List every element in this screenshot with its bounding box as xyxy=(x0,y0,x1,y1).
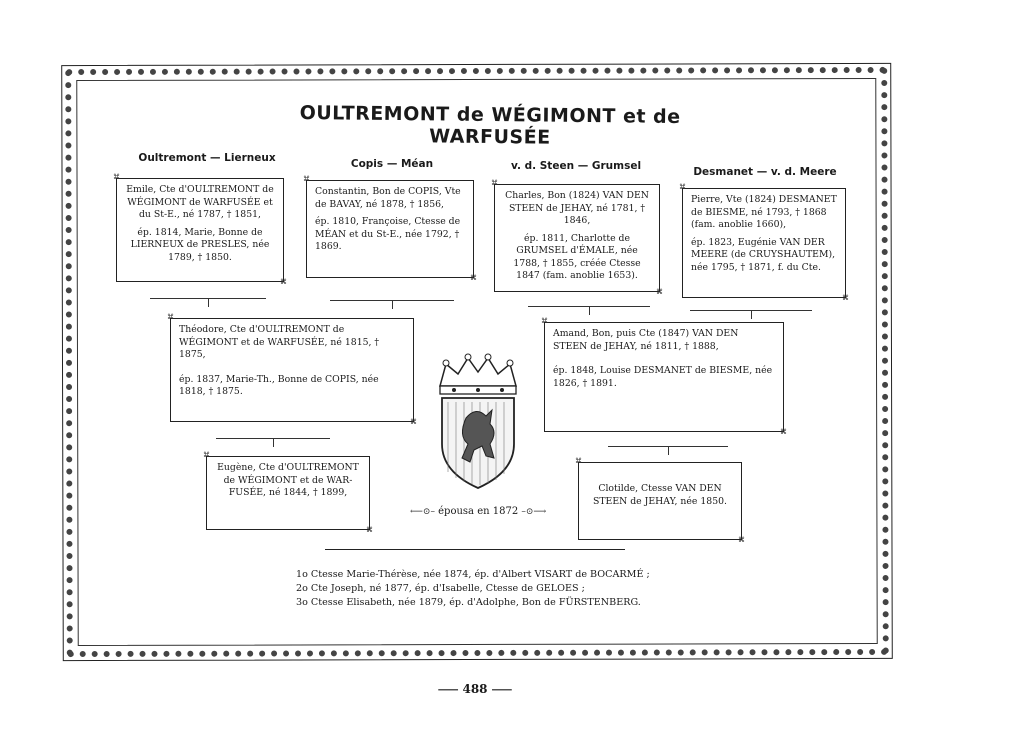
gen1-desmanet-birth: ⌘ Pierre, Vte (1824) DESMANET de BIESME, né 1793, † 1868 (fam. anoblie 1660), xyxy=(691,194,837,231)
children-list xyxy=(296,568,650,610)
gen1-copis-birth: ⌘ Constantin, Bon de COPIS, Vte de BAVAY, né 1878, † 1856, xyxy=(315,186,461,210)
gen2-box-amand xyxy=(544,322,784,432)
column-heading-desmanet: Desmanet — v. d. Meere xyxy=(693,166,837,178)
dash-right-icon: ⸺ xyxy=(487,682,513,696)
gen3-clotilde-text: ⌘ Clotilde, Ctesse VAN DEN STEEN de JEHAY, née 1850. xyxy=(592,483,727,507)
brace-gen3-right xyxy=(608,446,728,457)
border-ornament-bottom xyxy=(68,649,888,657)
gen1-steen-marriage: ép. 1811, Charlotte de GRUMSEL d'ÉMALE, née 1788, † 1855, créée Ctesse 1847 (fam. anoblie 1653). xyxy=(513,232,641,282)
arrow-right-icon: –⊙⟶ xyxy=(521,507,547,517)
shield-crown-icon xyxy=(428,352,528,492)
brace-right-2 xyxy=(690,310,812,321)
gen1-steen-birth: ⌘ Charles, Bon (1824) VAN DEN STEEN de JEHAY, né 1781, † 1846, xyxy=(505,190,649,227)
column-heading-steen: v. d. Steen — Grumsel xyxy=(510,160,642,172)
gen1-box-steen xyxy=(494,184,660,292)
gen1-oultremont-birth: ⌘ Emile, Cte d'OULTREMONT de WÉGIMONT de WARFUSÉE et du St-E., né 1787, † 1851, xyxy=(126,184,274,221)
gen1-oultremont-marriage: ép. 1814, Marie, Bonne de LIERNEUX de PRESLES, née 1789, † 1850. xyxy=(130,226,270,263)
gen2-box-theodore xyxy=(170,318,414,422)
gen2-amand-marriage: ép. 1848, Louise DESMANET de BIESME, née 1826, † 1891. xyxy=(553,365,773,389)
gen1-copis-marriage: ép. 1810, Françoise, Ctesse de MÉAN et du St-E., née 1792, † 1869. xyxy=(315,216,461,253)
gen1-box-oultremont xyxy=(116,178,284,282)
gen1-box-copis xyxy=(306,180,474,278)
marriage-text: épousa en 1872 xyxy=(438,506,519,517)
gen1-desmanet-marriage: ép. 1823, Eugénie VAN DER MEERE (de CRUYSHAUTEM), née 1795, † 1871, f. du Cte. xyxy=(691,236,836,273)
column-heading-copis: Copis — Méan xyxy=(350,158,434,170)
border-ornament-left xyxy=(65,70,73,656)
gen3-box-clotilde xyxy=(578,462,742,540)
gen3-box-eugene xyxy=(206,456,370,530)
brace-left-2 xyxy=(330,300,454,311)
child-1: 1o Ctesse Marie-Thérèse, née 1874, ép. d'Albert VISART de BOCARMÉ ; xyxy=(296,569,650,580)
gen2-theodore-birth: ⌘ Théodore, Cte d'OULTREMONT de WÉGIMONT et de WARFUSÉE, né 1815, † 1875, xyxy=(179,324,380,361)
marriage-note xyxy=(410,506,546,517)
gen1-box-desmanet xyxy=(682,188,846,298)
brace-gen3-left xyxy=(216,438,330,449)
gen2-theodore-marriage: ép. 1837, Marie-Th., Bonne de COPIS, née 1818, † 1875. xyxy=(179,373,379,398)
gen3-eugene-text: ⌘ Eugène, Cte d'OULTREMONT de WÉGIMONT et de WAR-FUSÉE, né 1844, † 1899, xyxy=(217,462,359,499)
border-ornament-top xyxy=(66,67,886,75)
brace-left-1 xyxy=(150,298,266,309)
brace-right-1 xyxy=(528,306,650,317)
page-number xyxy=(438,680,512,697)
page-number-value: 488 xyxy=(462,682,488,696)
child-2: 2o Cte Joseph, né 1877, ép. d'Isabelle, Ctesse de GELOES ; xyxy=(296,582,585,594)
border-ornament-right xyxy=(881,68,889,654)
divider-rule xyxy=(325,549,625,550)
page-title: OULTREMONT de WÉGIMONT et de WARFUSÉE xyxy=(299,102,681,149)
gen2-amand-birth: ⌘ Amand, Bon, puis Cte (1847) VAN DEN STEEN de JEHAY, né 1811, † 1888, xyxy=(553,328,739,352)
column-heading-oultremont: Oultremont — Lierneux xyxy=(138,152,276,164)
arrow-left-icon: ⟵⊙– xyxy=(410,507,435,517)
child-3: 3o Ctesse Elisabeth, née 1879, ép. d'Adolphe, Bon de FÜRSTENBERG. xyxy=(296,596,641,608)
dash-left-icon: ⸺ xyxy=(438,682,463,696)
